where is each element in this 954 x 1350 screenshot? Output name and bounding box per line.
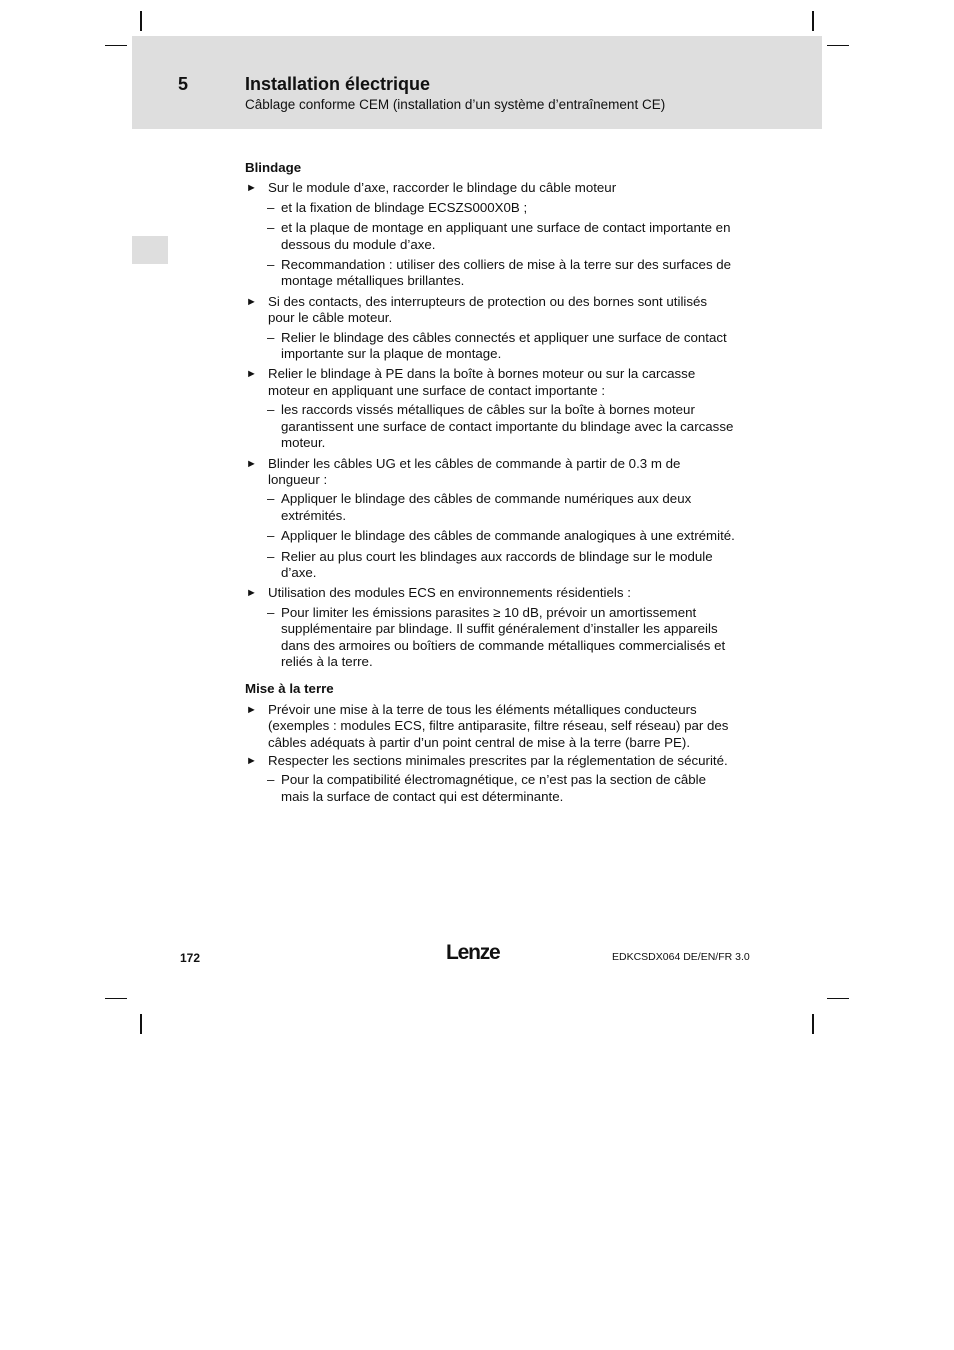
dash-text: et la fixation de blindage ECSZS000X0B ; <box>281 199 528 215</box>
dash-item <box>245 257 735 290</box>
dash-item <box>245 605 735 671</box>
bullet-item <box>245 366 735 399</box>
crop-mark <box>827 998 849 999</box>
dash-item <box>245 772 735 805</box>
bullet-item <box>245 702 735 751</box>
bullet-item <box>245 180 735 196</box>
bullet-arrow-icon: ► <box>246 755 257 767</box>
dash-item <box>245 200 735 216</box>
bullet-text: Utilisation des modules ECS en environnements résidentiels : <box>268 585 631 601</box>
dash-marker: – <box>267 528 275 544</box>
bullet-text: Respecter les sections minimales prescrites par la réglementation de sécurité. <box>268 753 728 768</box>
dash-item <box>245 220 735 253</box>
bullet-text: Si des contacts, des interrupteurs de protection ou des bornes sont utilisés pour le câble moteur. <box>268 293 708 326</box>
page-number: 172 <box>180 951 201 965</box>
bullet-arrow-icon: ► <box>246 295 257 308</box>
bullet-text: Relier le blindage à PE dans la boîte à bornes moteur ou sur la carcasse moteur en appliquant une surface de contact importante : <box>268 366 696 398</box>
dash-item <box>245 330 735 363</box>
dash-text: les raccords vissés métalliques de câbles sur la boîte à bornes moteur garantissent une surface de contact importante du blindage avec la carcasse moteur. <box>281 402 734 451</box>
crop-mark <box>812 1014 814 1034</box>
chapter-subtitle: Câblage conforme CEM (installation d’un système d’entraînement CE) <box>245 97 666 112</box>
bullet-arrow-icon: ► <box>246 457 257 470</box>
dash-text: Recommandation : utiliser des colliers de mise à la terre sur des surfaces de montage métalliques brillantes. <box>281 257 732 289</box>
chapter-number: 5 <box>178 74 189 94</box>
section-heading: Mise à la terre <box>245 681 334 697</box>
brand-logo: Lenze <box>446 941 500 964</box>
bullet-arrow-icon: ► <box>246 587 257 600</box>
dash-item <box>245 402 735 451</box>
bullet-arrow-icon: ► <box>246 182 257 195</box>
bullet-text: Sur le module d’axe, raccorder le blindage du câble moteur <box>268 180 617 196</box>
document-id: EDKCSDX064 DE/EN/FR 3.0 <box>612 951 750 963</box>
bullet-item <box>245 753 735 769</box>
bullet-arrow-icon: ► <box>246 703 257 716</box>
page-content <box>245 160 735 809</box>
dash-text: Relier au plus court les blindages aux raccords de blindage sur le module d’axe. <box>281 548 713 580</box>
dash-text: Appliquer le blindage des câbles de commande analogiques à une extrémité. <box>281 528 735 544</box>
dash-marker: – <box>267 257 275 273</box>
bullet-item <box>245 585 735 601</box>
chapter-title: Installation électrique <box>245 74 431 94</box>
bullet-item <box>245 456 735 489</box>
dash-marker: – <box>267 548 275 564</box>
chapter-tab <box>132 236 168 264</box>
dash-marker: – <box>267 329 275 345</box>
crop-mark <box>105 998 127 999</box>
bullet-arrow-icon: ► <box>246 368 257 381</box>
dash-marker: – <box>267 491 275 507</box>
dash-text: Appliquer le blindage des câbles de commande numériques aux deux extrémités. <box>281 491 692 523</box>
dash-text: et la plaque de montage en appliquant une surface de contact importante en dessous du module d’axe. <box>281 220 731 252</box>
crop-mark <box>827 45 849 46</box>
chapter-header <box>132 36 822 129</box>
crop-mark <box>105 45 127 46</box>
dash-marker: – <box>267 220 275 236</box>
dash-marker: – <box>267 772 275 788</box>
dash-marker: – <box>267 604 275 620</box>
dash-text: Relier le blindage des câbles connectés et appliquer une surface de contact importante sur la plaque de montage. <box>281 329 727 362</box>
bullet-item <box>245 294 735 327</box>
dash-text: Pour limiter les émissions parasites ≥ 10 dB, prévoir un amortissement supplémentaire par blindage. Il suffit généralement d’installer les appareils dans des armoires ou boîtiers de commande métalliques commercialisés et reliés à la terre. <box>281 604 726 669</box>
dash-marker: – <box>267 402 275 418</box>
dash-marker: – <box>267 199 275 215</box>
dash-item <box>245 549 735 582</box>
bullet-text: Blinder les câbles UG et les câbles de commande à partir de 0.3 m de longueur : <box>268 455 681 487</box>
dash-item <box>245 491 735 524</box>
crop-mark <box>140 11 142 31</box>
dash-text: Pour la compatibilité électromagnétique, ce n’est pas la section de câble mais la surface de contact qui est déterminante. <box>281 772 707 804</box>
dash-item <box>245 528 735 544</box>
bullet-text: Prévoir une mise à la terre de tous les éléments métalliques conducteurs (exemples : modules ECS, filtre antiparasite, filtre réseau, self réseau) par des câbles adéquats à partir d’un point central de mise à la terre (barre PE). <box>268 701 729 750</box>
crop-mark <box>812 11 814 31</box>
crop-mark <box>140 1014 142 1034</box>
section-heading: Blindage <box>245 160 302 175</box>
